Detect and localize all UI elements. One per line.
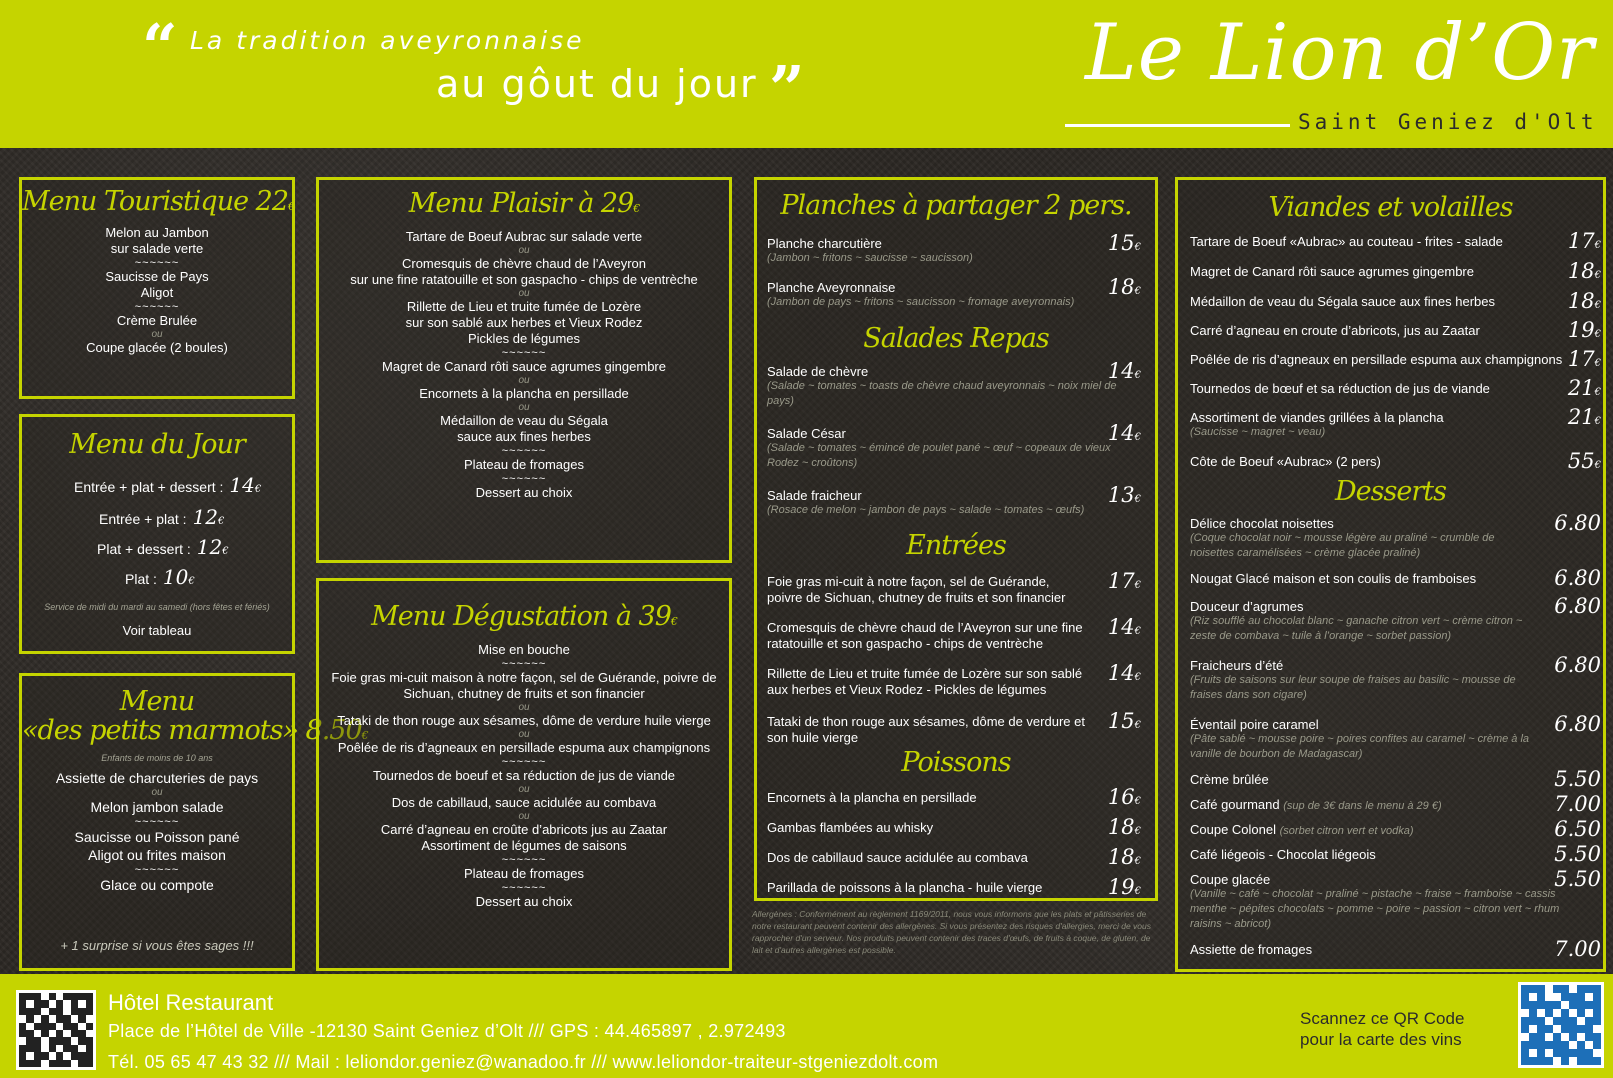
menu-line: Melon au Jambon	[105, 225, 209, 240]
menu-line: Assortiment de légumes de saisons	[421, 838, 627, 853]
menu-item: Crème brûlée 5.50	[1190, 767, 1601, 791]
menu-item: Assortiment de viandes grillées à la plancha (Saucisse ~ magret ~ veau) 21€	[1190, 405, 1601, 438]
menu-item: Encornets à la plancha en persillade 16€	[767, 785, 1141, 809]
separator: ~~~~~~	[501, 882, 547, 894]
or-separator: ou	[518, 375, 530, 386]
menu-item: Magret de Canard rôti sauce agrumes gingembre 18€	[1190, 259, 1601, 283]
footer-contact[interactable]: Tél. 05 65 47 43 32 /// Mail : leliondor.geniez@wanadoo.fr /// www.leliondor-traiteur-stgeniezdolt.com	[108, 1052, 939, 1072]
or-separator: ou	[518, 811, 530, 822]
menu-du-jour-row: Plat + dessert : 12€	[97, 535, 229, 559]
separator: ~~~~~~	[134, 816, 180, 828]
menu-line: Carré d’agneau en croûte d’abricots jus au Zaatar	[380, 822, 668, 837]
menu-degustation-lines	[319, 642, 729, 910]
menu-line: Dos de cabillaud, sauce acidulée au combava	[391, 795, 657, 810]
menu-line: sur une fine ratatouille et son gaspacho - chips de ventrèche	[350, 272, 698, 287]
or-separator: ou	[518, 288, 530, 299]
menu-item: Tournedos de bœuf et sa réduction de jus de viande 21€	[1190, 376, 1601, 400]
menu-line: Sichuan, chutney de fruits et son financier	[403, 686, 645, 701]
menu-item: Coupe glacée (Vanille ~ café ~ chocolat ~ praliné ~ pistache ~ fraise ~ framboise ~ cassis menthe ~ pépites chocolats ~ pomme ~ poire ~ passion ~ citron vert ~ rhum raisins ~ abricot) 5.50	[1190, 867, 1601, 930]
separator: ~~~~~~	[501, 854, 547, 866]
or-separator: ou	[518, 702, 530, 713]
menu-marmots-box	[19, 673, 368, 971]
menu-du-jour-box	[19, 414, 295, 654]
menu-du-jour-row: Entrée + plat + dessert : 14€	[74, 473, 262, 497]
menu-item: Café gourmand (sup de 3€ dans le menu à 29 €) 7.00	[1190, 792, 1601, 816]
menu-item: Tartare de Boeuf «Aubrac» au couteau - frites - salade 17€	[1190, 229, 1601, 253]
menu-line: Foie gras mi-cuit maison à notre façon, sel de Guérande, poivre de	[331, 670, 717, 685]
logo-underline	[1065, 124, 1290, 127]
menu-line: Tournedos de boeuf et sa réduction de jus de viande	[372, 768, 676, 783]
planches-title: Planches à partager 2 pers.	[780, 190, 1132, 221]
menu-item: Poêlée de ris d’agneaux en persillade espuma aux champignons 17€	[1190, 347, 1601, 371]
separator: ~~~~~~	[501, 658, 547, 670]
menu-degustation-title: Menu Dégustation à 39€	[371, 601, 677, 632]
menu-line: Assiette de charcuteries de pays	[55, 770, 259, 786]
see-board-text: Voir tableau	[122, 623, 192, 638]
restaurant-logo-title: Le Lion d’Or	[1085, 8, 1595, 98]
menu-item: Éventail poire caramel (Pâte sablé ~ mousse poire ~ poires confites au caramel ~ crème à la vanille de bourbon de Madagascar) 6.80	[1190, 712, 1601, 760]
or-separator: ou	[151, 787, 163, 798]
menu-touristique-title: Menu Touristique 22€	[22, 186, 295, 217]
menu-line: sur son sablé aux herbes et Vieux Rodez	[405, 315, 643, 330]
menu-line: Tataki de thon rouge aux sésames, dôme de verdure huile vierge	[337, 713, 711, 728]
viandes-desserts-box	[1175, 177, 1606, 972]
desserts-title: Desserts	[1335, 476, 1446, 507]
menu-touristique-box	[19, 177, 295, 399]
menu-line: Dessert au choix	[475, 485, 573, 500]
menu-du-jour-title: Menu du Jour	[69, 429, 245, 460]
menu-line: sauce aux fines herbes	[457, 429, 591, 444]
or-separator: ou	[518, 402, 530, 413]
menu-line: Rillette de Lieu et truite fumée de Lozère	[406, 299, 642, 314]
menu-line: Poêlée de ris d’agneaux en persillade espuma aux champignons	[337, 740, 711, 755]
menu-item: Côte de Boeuf «Aubrac» (2 pers) 55€	[1190, 449, 1601, 473]
menu-item: Dos de cabillaud sauce acidulée au combava 18€	[767, 845, 1141, 869]
menu-item: Fraicheurs d’été (Fruits de saisons sur leur soupe de fraises au basilic ~ mousse de fraises dans son cigare) 6.80	[1190, 653, 1601, 701]
menu-item: Tataki de thon rouge aux sésames, dôme de verdure et son huile vierge 15€	[767, 709, 1141, 745]
menu-du-jour-row: Entrée + plat : 12€	[99, 505, 225, 529]
separator: ~~~~~~	[134, 864, 180, 876]
menu-item: Foie gras mi-cuit à notre façon, sel de Guérande, poivre de Sichuan, chutney de fruits et son financier 17€	[767, 569, 1141, 605]
separator: ~~~~~~	[501, 756, 547, 768]
entrees-title: Entrées	[906, 530, 1006, 561]
menu-line: Mise en bouche	[478, 642, 570, 657]
menu-item: Planche charcutière (Jambon ~ fritons ~ saucisse ~ saucisson) 15€	[767, 231, 1141, 264]
header-banner	[0, 0, 1613, 148]
menu-line: Crème Brulée	[116, 313, 198, 328]
separator: ~~~~~~	[134, 257, 180, 269]
menu-line: Coupe glacée (2 boules)	[86, 340, 228, 355]
menu-du-jour-note: Service de midi du mardi au samedi (hors fêtes et fériés)	[44, 602, 270, 612]
menu-marmots-lines	[22, 769, 292, 894]
quote-close: ”	[769, 52, 805, 125]
separator: ~~~~~~	[501, 445, 547, 457]
menu-degustation-box	[316, 578, 732, 971]
menu-item: Douceur d’agrumes (Riz soufflé au chocolat blanc ~ ganache citron vert ~ crème citron ~ zeste de combava ~ tuile à l’orange ~ sorbet passion) 6.80	[1190, 594, 1601, 642]
tagline-line-1: La tradition aveyronnaise	[190, 26, 585, 55]
or-separator: ou	[518, 245, 530, 256]
menu-line: Aligot ou frites maison	[88, 847, 226, 863]
allergen-note: Allergènes : Conformément au règlement 1169/2011, nous vous informons que les plats et pâtisseries de notre restaurant peuvent contenir des allergènes. Si vous présentez des risques d'allergies, merci de vous rapprocher d'un serveur. Nos produits peuvent contenir des traces d'œufs, de fruits à coque, de gluten, de lait et d'autres allergènes est possible.	[752, 909, 1151, 955]
menu-marmots-title-1: Menu	[119, 686, 195, 717]
menu-du-jour-row: Plat : 10€	[125, 565, 195, 589]
menu-line: Médaillon de veau du Ségala	[440, 413, 608, 428]
menu-line: Pickles de légumes	[468, 331, 580, 346]
quote-open: “	[142, 10, 178, 83]
menu-line: Dessert au choix	[475, 894, 573, 909]
qr-code-wine-list[interactable]	[1518, 982, 1604, 1068]
menu-plaisir-title: Menu Plaisir à 29€	[408, 188, 640, 219]
menu-item: Salade César (Salade ~ tomates ~ émincé de poulet pané ~ œuf ~ copeaux de vieux Rodez ~ croûtons) 14€	[767, 421, 1141, 469]
menu-item: Carré d’agneau en croute d’abricots, jus au Zaatar 19€	[1190, 318, 1601, 342]
menu-line: Plateau de fromages	[464, 866, 584, 881]
menu-item: Gambas flambées au whisky 18€	[767, 815, 1141, 839]
menu-item: Parillada de poissons à la plancha - huile vierge 19€	[767, 875, 1141, 899]
or-separator: ou	[518, 729, 530, 740]
menu-marmots-surprise: + 1 surprise si vous êtes sages !!!	[60, 938, 254, 953]
or-separator: ou	[151, 329, 163, 340]
menu-marmots-subtitle: Enfants de moins de 10 ans	[101, 753, 213, 763]
menu-line: Encornets à la plancha en persillade	[419, 386, 629, 401]
menu-touristique-lines	[22, 225, 292, 356]
menu-item: Salade fraicheur (Rosace de melon ~ jambon de pays ~ salade ~ tomates ~ œufs) 13€	[767, 483, 1141, 516]
menu-item: Salade de chèvre (Salade ~ tomates ~ toasts de chèvre chaud aveyronnais ~ noix miel de pays) 14€	[767, 359, 1141, 407]
menu-item: Nougat Glacé maison et son coulis de framboises 6.80	[1190, 566, 1601, 590]
salades-title: Salades Repas	[863, 323, 1049, 354]
menu-line: Tartare de Boeuf Aubrac sur salade verte	[405, 229, 643, 244]
or-separator: ou	[518, 784, 530, 795]
separator: ~~~~~~	[501, 473, 547, 485]
viandes-title: Viandes et volailles	[1268, 192, 1513, 223]
menu-line: Magret de Canard rôti sauce agrumes gingembre	[382, 359, 666, 374]
wine-list-scan-text: Scannez ce QR Code pour la carte des vins	[1300, 1009, 1465, 1049]
restaurant-location: Saint Geniez d'Olt	[1298, 110, 1598, 134]
menu-line: Melon jambon salade	[90, 799, 224, 815]
footer-title: Hôtel Restaurant	[108, 990, 274, 1015]
menu-item: Coupe Colonel (sorbet citron vert et vodka) 6.50	[1190, 817, 1601, 841]
menu-item: Rillette de Lieu et truite fumée de Lozère sur son sablé aux herbes et Vieux Rodez - Pickles de légumes 14€	[767, 661, 1141, 697]
menu-line: Aligot	[140, 285, 174, 300]
menu-item: Médaillon de veau du Ségala sauce aux fines herbes 18€	[1190, 289, 1601, 313]
menu-line: Saucisse de Pays	[105, 269, 209, 284]
menu-item: Délice chocolat noisettes (Coque chocolat noir ~ mousse légère au praliné ~ crumble de noisettes caramélisées ~ crème glacée praliné) 6.80	[1190, 511, 1601, 559]
menu-line: Saucisse ou Poisson pané	[74, 829, 240, 845]
menu-item: Cromesquis de chèvre chaud de l’Aveyron sur une fine ratatouille et son gaspacho - chips de ventrèche 14€	[767, 615, 1141, 651]
separator: ~~~~~~	[134, 301, 180, 313]
qr-code-contact[interactable]	[16, 990, 96, 1070]
menu-plaisir-lines	[319, 229, 729, 501]
a-la-carte-box	[754, 177, 1158, 901]
separator: ~~~~~~	[501, 347, 547, 359]
tagline-line-2: au gôut du jour	[436, 62, 758, 106]
menu-item: Planche Aveyronnaise (Jambon de pays ~ fritons ~ saucisson ~ fromage aveyronnais) 18€	[767, 275, 1141, 308]
menu-line: Cromesquis de chèvre chaud de l’Aveyron	[401, 256, 646, 271]
menu-marmots-title-2: «des petits marmots» 8.50€	[22, 715, 368, 746]
menu-plaisir-box	[316, 177, 732, 563]
menu-line: Glace ou compote	[100, 877, 214, 893]
menu-item: Café liégeois - Chocolat liégeois 5.50	[1190, 842, 1601, 866]
footer-address: Place de l’Hôtel de Ville -12130 Saint Geniez d’Olt /// GPS : 44.465897 , 2.972493	[108, 1021, 786, 1041]
menu-item: Assiette de fromages 7.00	[1190, 937, 1601, 961]
poissons-title: Poissons	[901, 747, 1011, 778]
menu-line: sur salade verte	[110, 241, 204, 256]
menu-line: Plateau de fromages	[464, 457, 584, 472]
